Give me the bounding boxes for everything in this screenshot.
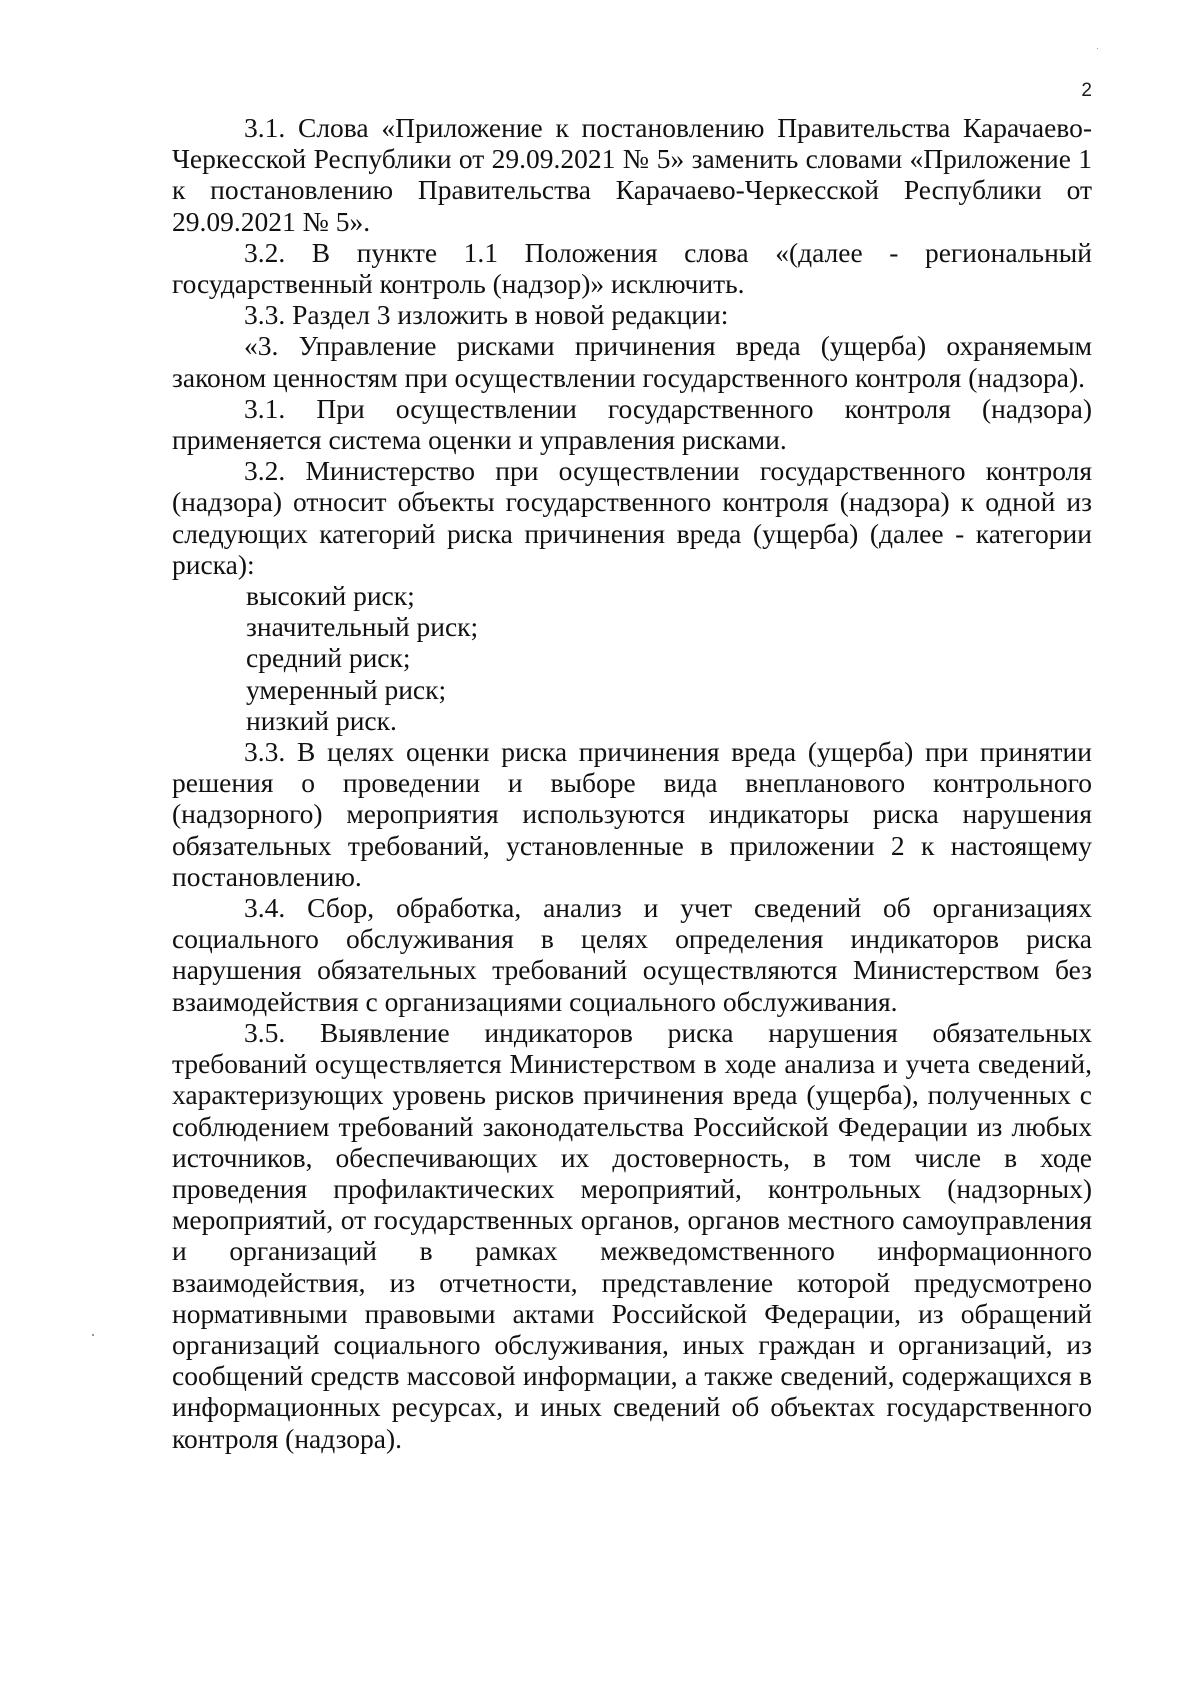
risk-category-item: низкий риск. <box>246 704 397 736</box>
document-body <box>172 112 1092 1454</box>
risk-category-item: средний риск; <box>246 642 411 674</box>
clause-3-3-risk-indicators: 3.3. В целях оценки риска причинения вреда (ущерба) при принятии решения о проведении и выборе вида внепланового контрольного (надзорного) мероприятия используются индикаторы риска нарушения обязательных требований, установленные в приложении 2 к настоящему постановлению. <box>172 736 1092 892</box>
page-number: 2 <box>1081 80 1092 101</box>
scan-speck <box>92 1334 94 1336</box>
risk-category-item: высокий риск; <box>246 580 415 612</box>
clause-3-1-risk-system: 3.1. При осуществлении государственного контроля (надзора) применяется система оценки и управления рисками. <box>172 392 1092 456</box>
section-3-heading: «3. Управление рисками причинения вреда (ущерба) охраняемым законом ценностям при осуществлении государственного контроля (надзора). <box>172 330 1092 393</box>
clause-3-2-risk-categories-intro: 3.2. Министерство при осуществлении государственного контроля (надзора) относит объекты государственного контроля (надзора) к одной из следующих категорий риска причинения вреда (ущерба) (далее - категории риска): <box>172 455 1092 580</box>
clause-3-5-indicator-detection: 3.5. Выявление индикаторов риска нарушения обязательных требований осуществляется Министерством в ходе анализа и учета сведений, характеризующих уровень рисков причинения вреда (ущерба), полученных с соблюдением требований законодательства Российской Федерации из любых источников, обеспечивающих их достоверность, в том числе в ходе проведения профилактических мероприятий, контрольных (надзорных) мероприятий, от государственных органов, органов местного самоуправления и организаций в рамках межведомственного информационного взаимодействия, из отчетности, представление которой предусмотрено нормативными правовыми актами Российской Федерации, из обращений организаций социального обслуживания, иных граждан и организаций, из сообщений средств массовой информации, а также сведений, содержащихся в информационных ресурсах, и иных сведений об объектах государственного контроля (надзора). <box>172 1016 1092 1454</box>
clause-3-4-data-collection: 3.4. Сбор, обработка, анализ и учет сведений об организациях социального обслуживания в целях определения индикаторов риска нарушения обязательных требований осуществляются Министерством без взаимодействия с организациями социального обслуживания. <box>172 892 1092 1017</box>
risk-category-list <box>172 580 1092 736</box>
paragraph-3-1-wording-replacement: 3.1. Слова «Приложение к постановлению Правительства Карачаево-Черкесской Республики от 29.09.2021 № 5» заменить словами «Приложение 1 к постановлению Правительства Карачаево-Черкесской Республики от 29.09.2021 № 5». <box>172 112 1092 237</box>
paragraph-3-2-clause-exclusion: 3.2. В пункте 1.1 Положения слова «(далее - региональный государственный контроль (надзор)» исключить. <box>172 236 1092 300</box>
paragraph-3-3-section-restatement: 3.3. Раздел 3 изложить в новой редакции: <box>244 299 729 331</box>
risk-category-item: значительный риск; <box>246 611 479 643</box>
scan-speck <box>1097 48 1098 49</box>
risk-category-item: умеренный риск; <box>246 673 447 705</box>
